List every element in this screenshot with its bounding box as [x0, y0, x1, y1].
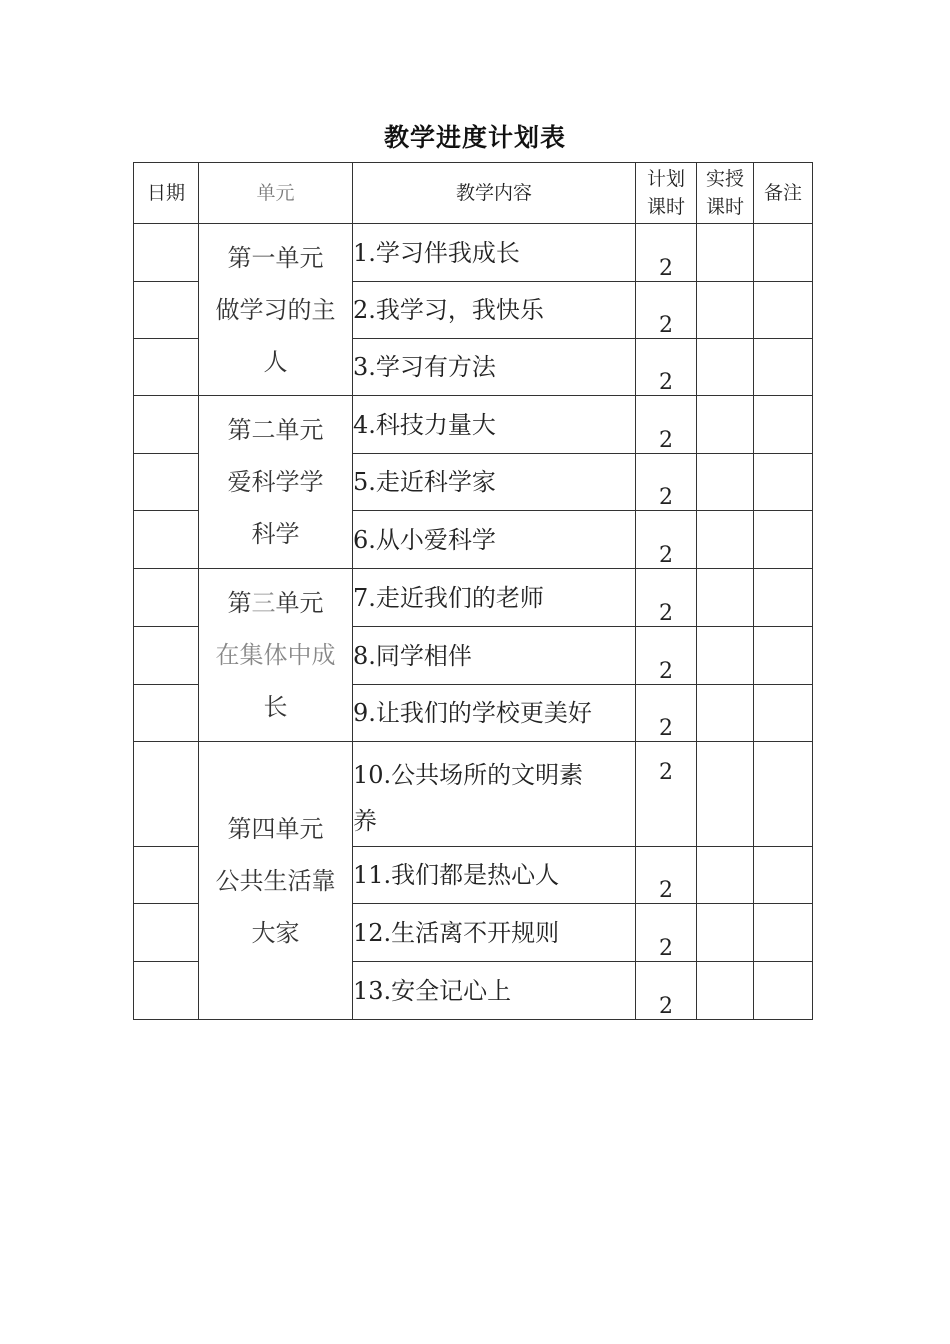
actual-hours [697, 847, 754, 904]
lesson-title: 9.让我们的学校更美好 [353, 685, 636, 742]
planned-hours: 2 [636, 282, 697, 339]
header-actual-line1: 实授 [705, 168, 744, 190]
unit-label-part: 第 [227, 589, 252, 617]
header-planned-line2: 课时 [646, 196, 685, 218]
notes-cell [754, 224, 813, 282]
planned-hours: 2 [636, 904, 697, 962]
planned-hours: 2 [636, 627, 697, 685]
lesson-title: 3.学习有方法 [353, 339, 636, 396]
actual-hours [697, 569, 754, 627]
lesson-title: 11.我们都是热心人 [353, 847, 636, 904]
header-actual-hours [697, 163, 754, 224]
unit-cell-4 [199, 742, 353, 1020]
date-cell [134, 454, 199, 511]
date-cell [134, 339, 199, 396]
unit-cell-1 [199, 224, 353, 396]
planned-hours: 2 [636, 224, 697, 282]
actual-hours [697, 339, 754, 396]
unit-title-line: 爱科学学 [227, 468, 324, 496]
date-cell [134, 511, 199, 569]
table-row [134, 396, 813, 454]
planned-hours: 2 [636, 569, 697, 627]
unit-label: 第四单元 [227, 814, 324, 843]
date-cell [134, 685, 199, 742]
actual-hours [697, 511, 754, 569]
unit-cell-2 [199, 396, 353, 569]
lesson-title: 7.走近我们的老师 [353, 569, 636, 627]
planned-hours: 2 [636, 339, 697, 396]
actual-hours [697, 454, 754, 511]
actual-hours [697, 282, 754, 339]
planned-hours: 2 [636, 454, 697, 511]
actual-hours [697, 962, 754, 1020]
date-cell [134, 742, 199, 847]
date-cell [134, 569, 199, 627]
unit-title-line: 在集体中成 [215, 641, 336, 669]
planned-hours: 2 [636, 742, 697, 847]
header-date: 日期 [134, 163, 199, 224]
date-cell [134, 962, 199, 1020]
notes-cell [754, 454, 813, 511]
lesson-title-line: 10.公共场所的文明素 [353, 761, 584, 789]
notes-cell [754, 339, 813, 396]
table-row [134, 224, 813, 282]
unit-title-line: 大家 [251, 918, 300, 947]
unit-cell-3 [199, 569, 353, 742]
lesson-title: 13.安全记心上 [353, 962, 636, 1020]
unit-label-part: 单元 [275, 589, 324, 617]
notes-cell [754, 569, 813, 627]
schedule-table [133, 162, 813, 1020]
notes-cell [754, 685, 813, 742]
unit-label: 第一单元 [227, 243, 324, 272]
lesson-title: 8.同学相伴 [353, 627, 636, 685]
date-cell [134, 904, 199, 962]
header-notes: 备注 [754, 163, 813, 224]
notes-cell [754, 962, 813, 1020]
actual-hours [697, 685, 754, 742]
unit-title-line: 人 [263, 347, 288, 376]
header-unit: 单元 [199, 163, 353, 224]
planned-hours: 2 [636, 396, 697, 454]
actual-hours [697, 627, 754, 685]
date-cell [134, 627, 199, 685]
planned-hours: 2 [636, 847, 697, 904]
notes-cell [754, 396, 813, 454]
date-cell [134, 847, 199, 904]
lesson-title: 12.生活离不开规则 [353, 904, 636, 962]
lesson-title-line: 养 [353, 807, 377, 835]
notes-cell [754, 742, 813, 847]
header-row [134, 163, 813, 224]
unit-label-part: 三 [251, 589, 276, 617]
unit-title-line: 公共生活靠 [215, 866, 336, 895]
notes-cell [754, 627, 813, 685]
lesson-title [353, 742, 636, 847]
notes-cell [754, 282, 813, 339]
lesson-title: 5.走近科学家 [353, 454, 636, 511]
unit-label: 第二单元 [227, 416, 324, 444]
header-content: 教学内容 [353, 163, 636, 224]
header-actual-line2: 课时 [705, 196, 744, 218]
unit-title-line: 科学 [251, 520, 300, 548]
actual-hours [697, 742, 754, 847]
unit-title-line: 长 [263, 693, 288, 721]
lesson-title: 4.科技力量大 [353, 396, 636, 454]
date-cell [134, 282, 199, 339]
planned-hours: 2 [636, 962, 697, 1020]
actual-hours [697, 904, 754, 962]
header-planned-hours [636, 163, 697, 224]
planned-hours: 2 [636, 511, 697, 569]
table-row [134, 742, 813, 847]
actual-hours [697, 396, 754, 454]
lesson-title: 6.从小爱科学 [353, 511, 636, 569]
notes-cell [754, 904, 813, 962]
lesson-title: 1.学习伴我成长 [353, 224, 636, 282]
actual-hours [697, 224, 754, 282]
unit-label [199, 577, 352, 629]
unit-title-line: 做学习的主 [215, 295, 336, 324]
header-planned-line1: 计划 [646, 168, 685, 190]
page-title: 教学进度计划表 [383, 123, 566, 152]
date-cell [134, 396, 199, 454]
notes-cell [754, 511, 813, 569]
planned-hours: 2 [636, 685, 697, 742]
notes-cell [754, 847, 813, 904]
table-row [134, 569, 813, 627]
date-cell [134, 224, 199, 282]
lesson-title: 2.我学习，我快乐 [353, 282, 636, 339]
